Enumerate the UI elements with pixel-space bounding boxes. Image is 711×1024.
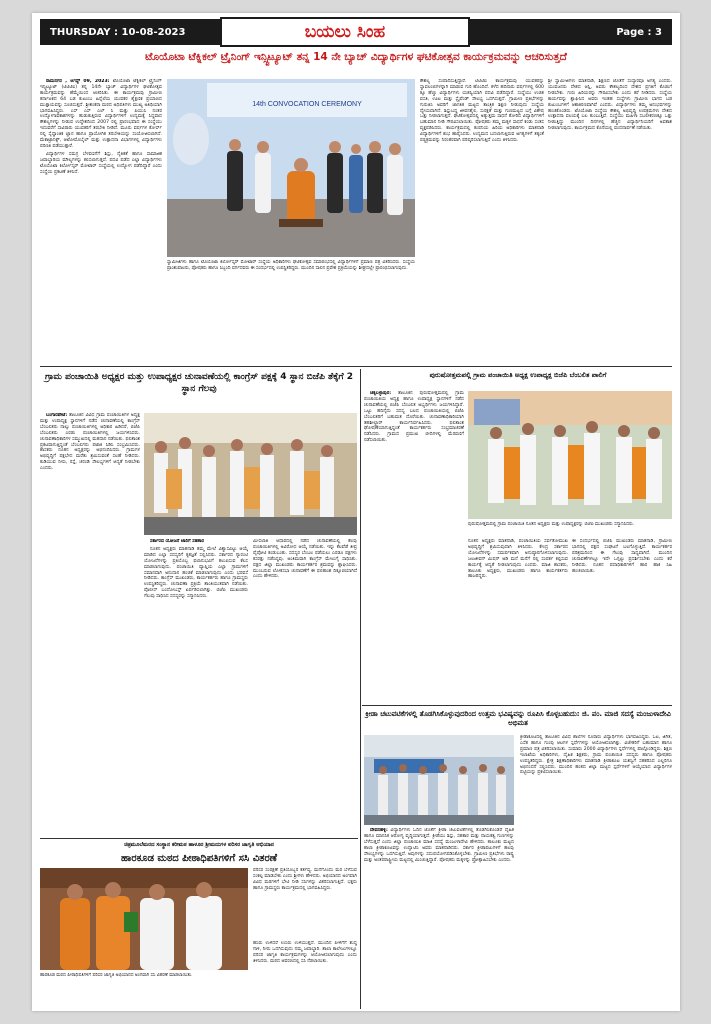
- newspaper-brand: ಬಯಲು ಸಿಂಹ: [220, 17, 470, 47]
- story2-col2: [144, 539, 248, 833]
- story3-col1: [364, 391, 464, 701]
- story3-dateline: ಚಿಕ್ಕಬಳ್ಳಾಪುರ:: [370, 391, 392, 396]
- story3-photo-caption: ಪುರುಷೋತ್ತಮಪಲ್ಲಿ ಗ್ರಾಮ ಪಂಚಾಯಿತಿ ನೂತನ ಅಧ್ಯಕ್ಷರು ಮತ್ತು ಉಪಾಧ್ಯಕ್ಷರನ್ನು ಬಿಜೆಪಿ ಮುಖಂಡರು ಸನ್ಮಾನಿಸಿದರು.: [468, 522, 635, 527]
- story1-col3: ಕೌಶಲ್ಯ ಸಂಪಾದಿಸುತ್ತಿದ್ದಾರೆ. ಟಿಟಿಟಿಐ ಕಾರ್ಯಕ್ರಮವು ಯುವಕರನ್ನು ಸ್ವಾವಲಂಬಿಗಳನ್ನಾಗಿ ಮಾಡುವ ಗುರಿ ಹೊಂದಿದೆ. ಕಳೆದ ಹದಿನಾರು ವರ್ಷಗಳಲ್ಲಿ 600 ಕ್ಕೂ ಹೆಚ್ಚು ವಿದ್ಯಾರ್ಥಿಗಳು ಯಶಸ್ವಿಯಾಗಿ ಪದವಿ ಪಡೆದಿದ್ದಾರೆ. ಸಂಸ್ಥೆಯು ಉಚಿತ ವಸತಿ, ಊಟ ಮತ್ತು ಸ್ಟೈಪೆಂಡ್ ಸೌಲಭ್ಯ ಒದಗಿಸುತ್ತದೆ. ಗ್ರಾಮೀಣ ಪ್ರತಿಭೆಗಳನ್ನು ಗುರುತಿಸಿ ಅವರಿಗೆ ಜಾಗತಿಕ ಮಟ್ಟದ ತಾಂತ್ರಿಕ ಶಿಕ್ಷಣ ನೀಡುವುದು ಸಂಸ್ಥೆಯ ಧ್ಯೇಯವಾಗಿದೆ. ಶಿಸ್ತುಬದ್ಧ ಜೀವನಶೈಲಿ, ಸುರಕ್ಷತೆ ಮತ್ತು ಗುಣಮಟ್ಟದ ಬಗ್ಗೆ ವಿಶೇಷ ಒತ್ತು ನೀಡಲಾಗುತ್ತದೆ. ಘಟಿಕೋತ್ಸವದಲ್ಲಿ ಅತ್ಯುತ್ತಮ ಸಾಧನೆ ತೋರಿದ ವಿದ್ಯಾರ್ಥಿಗಳಿಗೆ ಬಹುಮಾನ ನೀಡಿ ಗೌರವಿಸಲಾಯಿತು. ಪೋಷಕರು ತಮ್ಮ ಮಕ್ಕಳ ಸಾಧನೆ ಕಂಡು ಸಂತಸ ವ್ಯಕ್ತಪಡಿಸಿದರು. ಕಾರ್ಯಕ್ರಮದಲ್ಲಿ ಕಂಪನಿಯ ಹಿರಿಯ ಅಧಿಕಾರಿಗಳು ಮಾತನಾಡಿ ವಿದ್ಯಾರ್ಥಿಗಳಿಗೆ ಶುಭ ಹಾರೈಸಿದರು. ಉದ್ಯಮದ ಬದಲಾಗುತ್ತಿರುವ ಅಗತ್ಯಗಳಿಗೆ ತಕ್ಕಂತೆ ಪಠ್ಯಕ್ರಮವನ್ನು ನಿರಂತರವಾಗಿ ಪರಿಷ್ಕರಿಸಲಾಗುತ್ತಿದೆ ಎಂದು ತಿಳಿಸಿದರು.: [420, 79, 544, 144]
- story1-col1-text: ಟೊಯೊಟಾ ಟೆಕ್ನಿಕಲ್ ಟ್ರೈನಿಂಗ್ ಇನ್ಸ್ಟಿಟ್ಯೂಟ್ (ಟಿಟಿಟಿಐ) ತನ್ನ 14ನೇ ಬ್ಯಾಚ್ ವಿದ್ಯಾರ್ಥಿಗಳ ಘಟಿಕೋತ್ಸವ ಕಾರ್ಯಕ್ರಮವನ್ನು ಹೆಮ್ಮೆಯಿಂದ ಆಚರಿಸಿತು. ಈ ಕಾರ್ಯಕ್ರಮವು ಗ್ರಾಮೀಣ ಕರ್ನಾಟಕದ 64 ಬಡ ಕುಟುಂಬ ಹಿನ್ನೆಲೆಯ ಯುವಕರ ಶೈಕ್ಷಣಿಕ ಪ್ರಯಾಣದ ಮುಕ್ತಾಯವನ್ನು ಸೂಚಿಸುತ್ತದೆ. ಶ್ರೀಶಂಕರಾ ಮಠದ ಅಧಿಪತಿಗಳು ಮುಖ್ಯ ಅತಿಥಿಯಾಗಿ ಭಾಗವಹಿಸಿದ್ದರು. ಎಸ್ ಎಸ್ ಎಲ್ ಸಿ ಮತ್ತು ಪಿಯುಸಿ ನಂತರ ಉದ್ಯೋಗಾವಕಾಶಗಳನ್ನು ಹುಡುಕುತ್ತಿರುವ ವಿದ್ಯಾರ್ಥಿಗಳಿಗೆ ಉದ್ಯಮಕ್ಕೆ ಸಿದ್ಧವಾದ ಕೌಶಲ್ಯಗಳನ್ನು ನೀಡುವ ಉದ್ದೇಶದಿಂದ 2007 ರಲ್ಲಿ ಪ್ರಾರಂಭವಾದ ಈ ಸಂಸ್ಥೆಯು ಇದುವರೆಗೆ ಸಾವಿರಾರು ಯುವಕರಿಗೆ ತರಬೇತಿ ನೀಡಿದೆ. ಮೂರು ವರ್ಷಗಳ ಕೋರ್ಸ್ ನಲ್ಲಿ ಸೈದ್ಧಾಂತಿಕ ಜ್ಞಾನ ಹಾಗೂ ಪ್ರಾಯೋಗಿಕ ತರಬೇತಿಯನ್ನು ಸಂಯೋಜಿಸಲಾಗಿದೆ. ಮೆಕಾಟ್ರಾನಿಕ್ಸ್, ಆಟೋಮೊಬೈಲ್ ಮತ್ತು ಉತ್ಪಾದನಾ ವಿಭಾಗಗಳಲ್ಲಿ ವಿದ್ಯಾರ್ಥಿಗಳು ಪರಿಣತಿ ಪಡೆಯುತ್ತಾರೆ.: [40, 79, 162, 149]
- story3-col3: ಈ ಸಂದರ್ಭದಲ್ಲಿ ಬಿಜೆಪಿ ಮುಖಂಡರು ಮಾತನಾಡಿ, ಗ್ರಾಮೀಣ ಭಾಗದಲ್ಲಿ ಪಕ್ಷದ ಸಂಘಟನೆ ಬಲಗೊಳ್ಳುತ್ತಿದೆ. ಕಾರ್ಯಕರ್ತರ ಪರಿಶ್ರಮದಿಂದ ಈ ಗೆಲುವು ಸಾಧ್ಯವಾಗಿದೆ. ಮುಂದಿನ ಚುನಾವಣೆಗಳಲ್ಲೂ ಇದೇ ಒಗ್ಗಟ್ಟು ಪ್ರದರ್ಶಿಸಬೇಕು ಎಂದು ಕರೆ ನೀಡಿದರು. ನೂತನ ಪದಾಧಿಕಾರಿಗಳಿಗೆ ಹಾರ ಹಾಕಿ ಸಿಹಿ ಹಂಚಲಾಯಿತು.: [572, 539, 672, 574]
- story4-dateline: ದೇವನಹಳ್ಳಿ:: [370, 828, 388, 833]
- divider: [40, 838, 358, 839]
- story5-headline: ಹಾರಕೂಡ ಮಠದ ಪೀಠಾಧಿಪತಿಗಳಿಗೆ ಸಸಿ ವಿತರಣೆ: [120, 853, 278, 864]
- story1-dateline: ರಾಮನಗರ , ಆಗಸ್ಟ್ 09, 2023:: [46, 79, 110, 84]
- story4-col1: [364, 828, 514, 1008]
- story2-col1-text: ತಾಲೂಕಿನ ವಿವಿಧ ಗ್ರಾಮ ಪಂಚಾಯಿತಿಗಳ ಅಧ್ಯಕ್ಷ ಮತ್ತು ಉಪಾಧ್ಯಕ್ಷ ಸ್ಥಾನಗಳಿಗೆ ನಡೆದ ಚುನಾವಣೆಯಲ್ಲಿ ಕಾಂಗ್ರೆಸ್ ಬೆಂಬಲಿತರು ನಾಲ್ಕು ಪಂಚಾಯಿತಿಗಳಲ್ಲಿ ಅಧಿಕಾರ ಹಿಡಿದರೆ, ಬಿಜೆಪಿ ಬೆಂಬಲಿತರು ಎರಡು ಪಂಚಾಯಿತಿಗಳಲ್ಲಿ ಜಯಗಳಿಸಿದರು. ಚುನಾವಣಾಧಿಕಾರಿಗಳ ಸಮ್ಮುಖದಲ್ಲಿ ಮತದಾನ ನಡೆಯಿತು. ಫಲಿತಾಂಶ ಪ್ರಕಟವಾಗುತ್ತಿದ್ದಂತೆ ಬೆಂಬಲಿಗರು ಪಟಾಕಿ ಸಿಡಿಸಿ ಸಂಭ್ರಮಿಸಿದರು. ಶಾಸಕರು ನೂತನ ಅಧ್ಯಕ್ಷರನ್ನು ಅಭಿನಂದಿಸಿದರು. ಗ್ರಾಮಗಳ ಅಭಿವೃದ್ಧಿಗೆ ಪಕ್ಷಭೇದ ಮರೆತು ಶ್ರಮಿಸುವಂತೆ ಸಲಹೆ ನೀಡಿದರು. ಕುಡಿಯುವ ನೀರು, ರಸ್ತೆ, ಚರಂಡಿ ಸೌಲಭ್ಯಗಳಿಗೆ ಆದ್ಯತೆ ನೀಡಬೇಕು ಎಂದರು.: [40, 413, 140, 472]
- divider: [40, 366, 672, 367]
- story1-col1b-text: ವಿದ್ಯಾರ್ಥಿಗಳ ಸಮಗ್ರ ಬೆಳವಣಿಗೆಗೆ ಶಿಸ್ತು, ನೈತಿಕತೆ ಹಾಗೂ ಸಾಮಾಜಿಕ ಜವಾಬ್ದಾರಿಯ ಮೌಲ್ಯಗಳನ್ನು ಕಲಿಸಲಾಗುತ್ತದೆ. ಪದವಿ ಪಡೆದ ಎಲ್ಲಾ ವಿದ್ಯಾರ್ಥಿಗಳು ಟೊಯೊಟಾ ಕಿರ್ಲೋಸ್ಕರ್ ಮೋಟಾರ್ ಸಂಸ್ಥೆಯಲ್ಲಿ ಉದ್ಯೋಗ ಪಡೆದಿದ್ದಾರೆ ಎಂದು ಸಂಸ್ಥೆಯ ಪ್ರಕಟಣೆ ತಿಳಿಸಿದೆ.: [40, 151, 162, 175]
- story5-photo: [40, 868, 248, 970]
- convocation-photo-illustration: [167, 79, 415, 257]
- page-number: Page : 3: [616, 26, 662, 38]
- story5-photo-caption: ಹಾರಕೂಡ ಮಠದ ಪೀಠಾಧಿಪತಿಗಳಿಗೆ ಪರಿಸರ ಜಾಗೃತಿ ಅಭಿಯಾನದ ಅಂಗವಾಗಿ ಸಸಿ ವಿತರಣೆ ಮಾಡಲಾಯಿತು.: [40, 973, 193, 978]
- story2-subhead: ಸರ್ಕಾರದ ಯೋಜನೆ ಜಾರಿಗೆ ಸಹಕಾರ: [150, 539, 205, 544]
- story2-col3: ಮೀಸಲಾತಿ ಆಧಾರದಲ್ಲಿ ನಡೆದ ಚುನಾವಣೆಯಲ್ಲಿ ಕೆಲವು ಪಂಚಾಯಿತಿಗಳಲ್ಲಿ ಅವಿರೋಧ ಆಯ್ಕೆ ನಡೆಯಿತು. ಇನ್ನು ಕೆಲವೆಡೆ ತೀವ್ರ ಪೈಪೋಟಿ ಕಂಡುಬಂತು. ಸದಸ್ಯರ ಬೆಂಬಲ ಪಡೆಯಲು ಎರಡೂ ಪಕ್ಷಗಳು ಕಸರತ್ತು ನಡೆಸಿದ್ದವು. ಅಂತಿಮವಾಗಿ ಕಾಂಗ್ರೆಸ್ ಮೇಲುಗೈ ಸಾಧಿಸಿತು. ಪಕ್ಷದ ಜಿಲ್ಲಾ ಮುಖಂಡರು ಕಾರ್ಯಕರ್ತರ ಶ್ರಮವನ್ನು ಶ್ಲಾಘಿಸಿದರು. ಮುಂಬರುವ ಲೋಕಸಭಾ ಚುನಾವಣೆಗೆ ಈ ಫಲಿತಾಂಶ ದಿಕ್ಸೂಚಿಯಾಗಿದೆ ಎಂದು ಹೇಳಿದರು.: [253, 539, 357, 580]
- story1-photo: [167, 79, 415, 257]
- sports-event-photo-illustration: [364, 735, 514, 825]
- story1-headline: ಟೊಯೊಟಾ ಟೆಕ್ನಿಕಲ್ ಟ್ರೈನಿಂಗ್ ಇನ್ಸ್ಟಿಟ್ಯೂಟ್ ತನ್ನ 14 ನೇ ಬ್ಯಾಚ್ ವಿದ್ಯಾರ್ಥಿಗಳ ಘಟಿಕೋತ್ಸವ ಕಾರ್ಯಕ್ರಮವನ್ನು ಆಚರಿಸುತ್ತದೆ: [145, 51, 567, 63]
- seers-photo-illustration: [40, 868, 248, 970]
- story4-col2: ಕ್ರೀಡಾಕೂಟದಲ್ಲಿ ತಾಲೂಕಿನ ವಿವಿಧ ಶಾಲೆಗಳ ನೂರಾರು ವಿದ್ಯಾರ್ಥಿಗಳು ಭಾಗವಹಿಸಿದ್ದರು. ಓಟ, ಜಿಗಿತ, ಎಸೆತ ಹಾಗೂ ಗುಂಪು ಆಟಗಳ ಸ್ಪರ್ಧೆಗಳನ್ನು ಆಯೋಜಿಸಲಾಗಿತ್ತು. ವಿಜೇತರಿಗೆ ಬಹುಮಾನ ಹಾಗೂ ಪ್ರಮಾಣ ಪತ್ರ ವಿತರಿಸಲಾಯಿತು. ಸುಮಾರು 2000 ವಿದ್ಯಾರ್ಥಿಗಳು ಸ್ಪರ್ಧೆಗಳಲ್ಲಿ ಪಾಲ್ಗೊಂಡಿದ್ದರು. ಶಿಕ್ಷಣ ಇಲಾಖೆಯ ಅಧಿಕಾರಿಗಳು, ದೈಹಿಕ ಶಿಕ್ಷಕರು, ಗ್ರಾಮ ಪಂಚಾಯಿತಿ ಸದಸ್ಯರು ಹಾಗೂ ಪೋಷಕರು ಉಪಸ್ಥಿತರಿದ್ದರು. ಕ್ಷೇತ್ರ ಶಿಕ್ಷಣಾಧಿಕಾರಿಗಳು ಮಾತನಾಡಿ ಕ್ರೀಡಾಕೂಟ ಯಶಸ್ವಿಗೆ ಸಹಕರಿಸಿದ ಎಲ್ಲರಿಗೂ ಅಭಿನಂದನೆ ಸಲ್ಲಿಸಿದರು. ಮುಂದಿನ ಹಂತದ ಜಿಲ್ಲಾ ಮಟ್ಟದ ಸ್ಪರ್ಧೆಗಳಿಗೆ ಆಯ್ಕೆಯಾದ ವಿದ್ಯಾರ್ಥಿಗಳ ಪಟ್ಟಿಯನ್ನು ಪ್ರಕಟಿಸಲಾಯಿತು.: [520, 735, 672, 776]
- story5-col1: ಪರಿಸರ ಸಂರಕ್ಷಣೆ ಪ್ರತಿಯೊಬ್ಬರ ಕರ್ತವ್ಯ. ಮನೆಗೊಂದು ಮರ ಬೆಳೆಸುವ ಸಂಕಲ್ಪ ಮಾಡಬೇಕು ಎಂದು ಶ್ರೀಗಳು ಹೇಳಿದರು. ಅಭಿಯಾನದ ಅಂಗವಾಗಿ ವಿವಿಧ ಮಠಗಳಿಗೆ ಭೇಟಿ ನೀಡಿ ಸಸಿಗಳನ್ನು ವಿತರಿಸಲಾಗುತ್ತಿದೆ. ಭಕ್ತರು ಹಾಗೂ ಗ್ರಾಮಸ್ಥರು ಕಾರ್ಯಕ್ರಮದಲ್ಲಿ ಭಾಗವಹಿಸಿದ್ದರು.: [253, 868, 357, 891]
- story4-photo: [364, 735, 514, 825]
- story2-photo: [144, 413, 357, 535]
- story2-headline: ಗ್ರಾಮ ಪಂಚಾಯಿತಿ ಅಧ್ಯಕ್ಷರ ಮತ್ತು ಉಪಾಧ್ಯಕ್ಷರ ಚುನಾವಣೆಯಲ್ಲಿ ಕಾಂಗ್ರೆಸ್ ಪಕ್ಷಕ್ಕೆ 4 ಸ್ಥಾನ ಬಿಜೆಪಿ ತೆಕ್ಕೆಗೆ 2 ಸ್ಥಾನ ಗೆಲವು: [44, 372, 354, 394]
- story4-col1-text: ವಿದ್ಯಾರ್ಥಿಗಳು ಓದಿನ ಜೊತೆಗೆ ಕ್ರೀಡಾ ಚಟುವಟಿಕೆಗಳಲ್ಲಿ ತೊಡಗಿಸಿಕೊಂಡರೆ ದೈಹಿಕ ಹಾಗೂ ಮಾನಸಿಕ ಆರೋಗ್ಯ ವೃದ್ಧಿಯಾಗುತ್ತದೆ. ಕ್ರೀಡೆಯು ಶಿಸ್ತು, ಸಹಕಾರ ಮತ್ತು ನಾಯಕತ್ವ ಗುಣಗಳನ್ನು ಬೆಳೆಸುತ್ತದೆ ಎಂದು ಜಿಲ್ಲಾ ಪಂಚಾಯಿತಿ ಮಾಜಿ ಸದಸ್ಯೆ ಮಂಜುಳಾದೇವಿ ಹೇಳಿದರು. ತಾಲೂಕು ಮಟ್ಟದ ಶಾಲಾ ಕ್ರೀಡಾಕೂಟವನ್ನು ಉದ್ಘಾಟಿಸಿ ಅವರು ಮಾತನಾಡಿದರು. ಸರ್ಕಾರ ಕ್ರೀಡಾಪಟುಗಳಿಗೆ ಹಲವು ಸೌಲಭ್ಯಗಳನ್ನು ಒದಗಿಸುತ್ತಿದೆ. ಅವುಗಳನ್ನು ಸದುಪಯೋಗಪಡಿಸಿಕೊಳ್ಳಬೇಕು. ಗ್ರಾಮೀಣ ಪ್ರತಿಭೆಗಳು ರಾಷ್ಟ್ರ ಮತ್ತು ಅಂತರರಾಷ್ಟ್ರೀಯ ಮಟ್ಟದಲ್ಲಿ ಮಿಂಚುತ್ತಿದ್ದಾರೆ. ಪೋಷಕರು ಮಕ್ಕಳನ್ನು ಪ್ರೋತ್ಸಾಹಿಸಬೇಕು ಎಂದರು.: [364, 828, 514, 863]
- issue-date: THURSDAY : 10-08-2023: [50, 26, 186, 38]
- story5-kicker: ಚಿತ್ರಮೂಲೆಮರದ ಸಂಸ್ಥಾನ ಕರೀಮಠ ಹಾಳೂರ ಶ್ರೀಮದುಗಳ ಪರಿಸರ ಜಾಗೃತಿ ಅಭಿಯಾನ: [124, 842, 274, 848]
- story1-col4: ಶ್ರೀ ಸ್ವಾಮೀಜಿಗಳು ಮಾತನಾಡಿ, ಶಿಕ್ಷಣದ ಜೊತೆಗೆ ಸಂಸ್ಕಾರವೂ ಅಗತ್ಯ ಎಂದರು. ಯುವಜನರು ದೇಶದ ಆಸ್ತಿ, ಅವರು ಕೌಶಲ್ಯದಿಂದ ದೇಶದ ಪ್ರಗತಿಗೆ ಕೊಡುಗೆ ನೀಡಬೇಕು. ಗುರು ಹಿರಿಯರನ್ನು ಗೌರವಿಸಬೇಕು ಎಂದು ಕರೆ ನೀಡಿದರು. ಸಂಸ್ಥೆಯ ಕಾರ್ಯವನ್ನು ಶ್ಲಾಘಿಸಿದ ಅವರು ಇಂತಹ ಸಂಸ್ಥೆಗಳು ಗ್ರಾಮೀಣ ಭಾಗದ ಬಡ ಕುಟುಂಬಗಳಿಗೆ ಆಶಾಕಿರಣವಾಗಿವೆ ಎಂದರು. ವಿದ್ಯಾರ್ಥಿಗಳು ತಮ್ಮ ಅನುಭವಗಳನ್ನು ಹಂಚಿಕೊಂಡರು. ಟೊಯೊಟಾ ಸಂಸ್ಥೆಯ ಕೌಶಲ್ಯ ಅಭಿವೃದ್ಧಿ ಉಪಕ್ರಮಗಳು ದೇಶದ ಉತ್ಪಾದನಾ ವಲಯಕ್ಕೆ ಬಲ ತುಂಬುತ್ತಿವೆ. ಸಂಸ್ಥೆಯು ಮಹಿಳಾ ಸಬಲೀಕರಣಕ್ಕೂ ಒತ್ತು ನೀಡುತ್ತಿದ್ದು ಮುಂದಿನ ದಿನಗಳಲ್ಲಿ ಹೆಚ್ಚಿನ ವಿದ್ಯಾರ್ಥಿನಿಯರಿಗೆ ಅವಕಾಶ ನೀಡಲಾಗುವುದು. ಕಾರ್ಯಕ್ರಮದ ಕೊನೆಯಲ್ಲಿ ವಂದನಾರ್ಪಣೆ ನಡೆಯಿತು.: [548, 79, 672, 132]
- story1-photo-caption: ಸ್ವಾಮೀಜಿಗಳು ಹಾಗೂ ಟೊಯೊಟಾ ಕಿರ್ಲೋಸ್ಕರ್ ಮೋಟಾರ್ ಸಂಸ್ಥೆಯ ಅಧಿಕಾರಿಗಳು ಘಟಿಕೋತ್ಸವ ಸಮಾರಂಭದಲ್ಲಿ ವಿದ್ಯಾರ್ಥಿಗಳಿಗೆ ಪ್ರಮಾಣ ಪತ್ರ ವಿತರಿಸಿದರು. ಸಂಸ್ಥೆಯ ಪ್ರಾಂಶುಪಾಲರು, ಪೋಷಕರು ಹಾಗೂ ಸಿಬ್ಬಂದಿ ವರ್ಗದವರು ಈ ಸಂದರ್ಭದಲ್ಲಿ ಉಪಸ್ಥಿತರಿದ್ದರು. ಮುಂದಿನ ಸಾಲಿನ ಪ್ರವೇಶ ಪ್ರಕ್ರಿಯೆಯನ್ನು ಶೀಘ್ರದಲ್ಲೇ ಪ್ರಾರಂಭಿಸಲಾಗುವುದು.: [167, 260, 415, 271]
- story1-col1: [40, 79, 162, 362]
- story2-col2-text: ನೂತನ ಅಧ್ಯಕ್ಷರು ಮಾತನಾಡಿ ತಮ್ಮ ಮೇಲೆ ವಿಶ್ವಾಸವಿಟ್ಟು ಆಯ್ಕೆ ಮಾಡಿದ ಎಲ್ಲಾ ಸದಸ್ಯರಿಗೆ ಕೃತಜ್ಞತೆ ಸಲ್ಲಿಸಿದರು. ಸರ್ಕಾರದ ಗ್ಯಾರಂಟಿ ಯೋಜನೆಗಳನ್ನು ಪ್ರತಿಯೊಬ್ಬ ಫಲಾನುಭವಿಗೆ ತಲುಪಿಸುವ ಕೆಲಸ ಮಾಡಲಾಗುವುದು. ಪಂಚಾಯಿತಿ ವ್ಯಾಪ್ತಿಯ ಎಲ್ಲಾ ಗ್ರಾಮಗಳಿಗೆ ಸಮಾನವಾಗಿ ಅನುದಾನ ಹಂಚಿಕೆ ಮಾಡಲಾಗುವುದು ಎಂದು ಭರವಸೆ ನೀಡಿದರು. ಕಾಂಗ್ರೆಸ್ ಮುಖಂಡರು, ಕಾರ್ಯಕರ್ತರು ಹಾಗೂ ಗ್ರಾಮಸ್ಥರು ಉಪಸ್ಥಿತರಿದ್ದರು. ಚುನಾವಣಾ ಪ್ರಕ್ರಿಯೆ ಶಾಂತಿಯುತವಾಗಿ ನಡೆಯಿತು. ಪೊಲೀಸ್ ಬಂದೋಬಸ್ತ್ ಏರ್ಪಡಿಸಲಾಗಿತ್ತು. ಬಿಜೆಪಿ ಮುಖಂಡರು ಗೆಲುವು ಸಾಧಿಸಿದ ಸದಸ್ಯರನ್ನು ಸನ್ಮಾನಿಸಿದರು.: [144, 546, 248, 600]
- story3-headline: ಪುರುಷೋತ್ತಮಪಲ್ಲಿ ಗ್ರಾಮ ಪಂಚಾಯಿತಿ ಅಧ್ಯಕ್ಷ ಉಪಾಧ್ಯಕ್ಷ ಬಿಜೆಪಿ ಬೆಂಬಲಿತ ಪಾಲಿಗೆ: [429, 371, 607, 379]
- column-divider: [360, 369, 361, 1009]
- story2-col1: [40, 413, 140, 833]
- story2-dateline: ಬಂಗಾರಪೇಟೆ:: [46, 413, 68, 418]
- story4-headline: ಕ್ರೀಡಾ ಚಟುವಟಿಕೆಗಳಲ್ಲಿ ತೊಡಗಿಸಿಕೊಳ್ಳುವುದರಿಂದ ಉತ್ತಮ ಭವಿಷ್ಯವನ್ನು ರೂಪಿಸಿ ಕೊಳ್ಳಬಹುದು: ಜಿ. ಪಂ. ಮಾಜಿ ಸದಸ್ಯೆ ಮಂಜುಳಾದೇವಿ ಅಭಿಮತ: [365, 710, 671, 727]
- masthead: [40, 19, 672, 45]
- story3-col1-text: ತಾಲೂಕಿನ ಪುರುಷೋತ್ತಮಪಲ್ಲಿ ಗ್ರಾಮ ಪಂಚಾಯಿತಿಯ ಅಧ್ಯಕ್ಷ ಹಾಗೂ ಉಪಾಧ್ಯಕ್ಷ ಸ್ಥಾನಗಳಿಗೆ ನಡೆದ ಚುನಾವಣೆಯಲ್ಲಿ ಬಿಜೆಪಿ ಬೆಂಬಲಿತ ಅಭ್ಯರ್ಥಿಗಳು ಜಯಗಳಿಸಿದ್ದಾರೆ. ಒಟ್ಟು ಹದಿನೈದು ಸದಸ್ಯ ಬಲದ ಪಂಚಾಯಿತಿಯಲ್ಲಿ ಬಿಜೆಪಿ ಬೆಂಬಲಿತರಿಗೆ ಬಹುಮತ ದೊರೆಯಿತು. ಚುನಾವಣಾಧಿಕಾರಿಯಾಗಿ ತಹಶೀಲ್ದಾರ್ ಕಾರ್ಯನಿರ್ವಹಿಸಿದರು. ಫಲಿತಾಂಶ ಘೋಷಣೆಯಾಗುತ್ತಿದ್ದಂತೆ ಕಾರ್ಯಕರ್ತರು ಸಂಭ್ರಮಾಚರಣೆ ನಡೆಸಿದರು. ಗ್ರಾಮದ ಪ್ರಮುಖ ಬೀದಿಗಳಲ್ಲಿ ಮೆರವಣಿಗೆ ನಡೆಸಲಾಯಿತು.: [364, 391, 464, 444]
- crowd-photo-illustration: [144, 413, 357, 535]
- story3-col2: ನೂತನ ಅಧ್ಯಕ್ಷರು ಮಾತನಾಡಿ, ಪಂಚಾಯಿತಿಯ ಸರ್ವತೋಮುಖ ಅಭಿವೃದ್ಧಿಗೆ ಶ್ರಮಿಸುವುದಾಗಿ ತಿಳಿಸಿದರು. ಕೇಂದ್ರ ಸರ್ಕಾರದ ಯೋಜನೆಗಳನ್ನು ಸಮರ್ಪಕವಾಗಿ ಅನುಷ್ಠಾನಗೊಳಿಸಲಾಗುವುದು. ಜಲಜೀವನ್ ಮಿಷನ್ ಅಡಿ ಮನೆ ಮನೆಗೆ ನಲ್ಲಿ ಸಂಪರ್ಕ ಕಲ್ಪಿಸುವ ಕಾರ್ಯಕ್ಕೆ ಆದ್ಯತೆ ನೀಡಲಾಗುವುದು ಎಂದರು. ಮಾಜಿ ಶಾಸಕರು, ತಾಲೂಕು ಅಧ್ಯಕ್ಷರು, ಮುಖಂಡರು ಹಾಗೂ ಕಾರ್ಯಕರ್ತರು ಹಾಜರಿದ್ದರು.: [468, 539, 568, 580]
- garland-photo-illustration: [468, 391, 672, 519]
- banner-text: 14th CONVOCATION CEREMONY: [252, 101, 362, 108]
- story5-col2: ಹಸಿರು ಉಳಿದರೆ ಉಸಿರು ಉಳಿಯುತ್ತದೆ. ಮುಂದಿನ ಪೀಳಿಗೆಗೆ ಶುದ್ಧ ಗಾಳಿ, ನೀರು ಒದಗಿಸುವುದು ನಮ್ಮ ಜವಾಬ್ದಾರಿ. ಶಾಲಾ ಕಾಲೇಜುಗಳಲ್ಲೂ ಪರಿಸರ ಜಾಗೃತಿ ಕಾರ್ಯಕ್ರಮಗಳನ್ನು ಆಯೋಜಿಸಲಾಗುವುದು ಎಂದು ತಿಳಿಸಿದರು. ಮಠದ ಆವರಣದಲ್ಲಿ ಸಸಿ ನೆಡಲಾಯಿತು.: [253, 941, 357, 964]
- story3-photo: [468, 391, 672, 519]
- newspaper-page: [32, 13, 680, 1011]
- divider: [362, 705, 672, 706]
